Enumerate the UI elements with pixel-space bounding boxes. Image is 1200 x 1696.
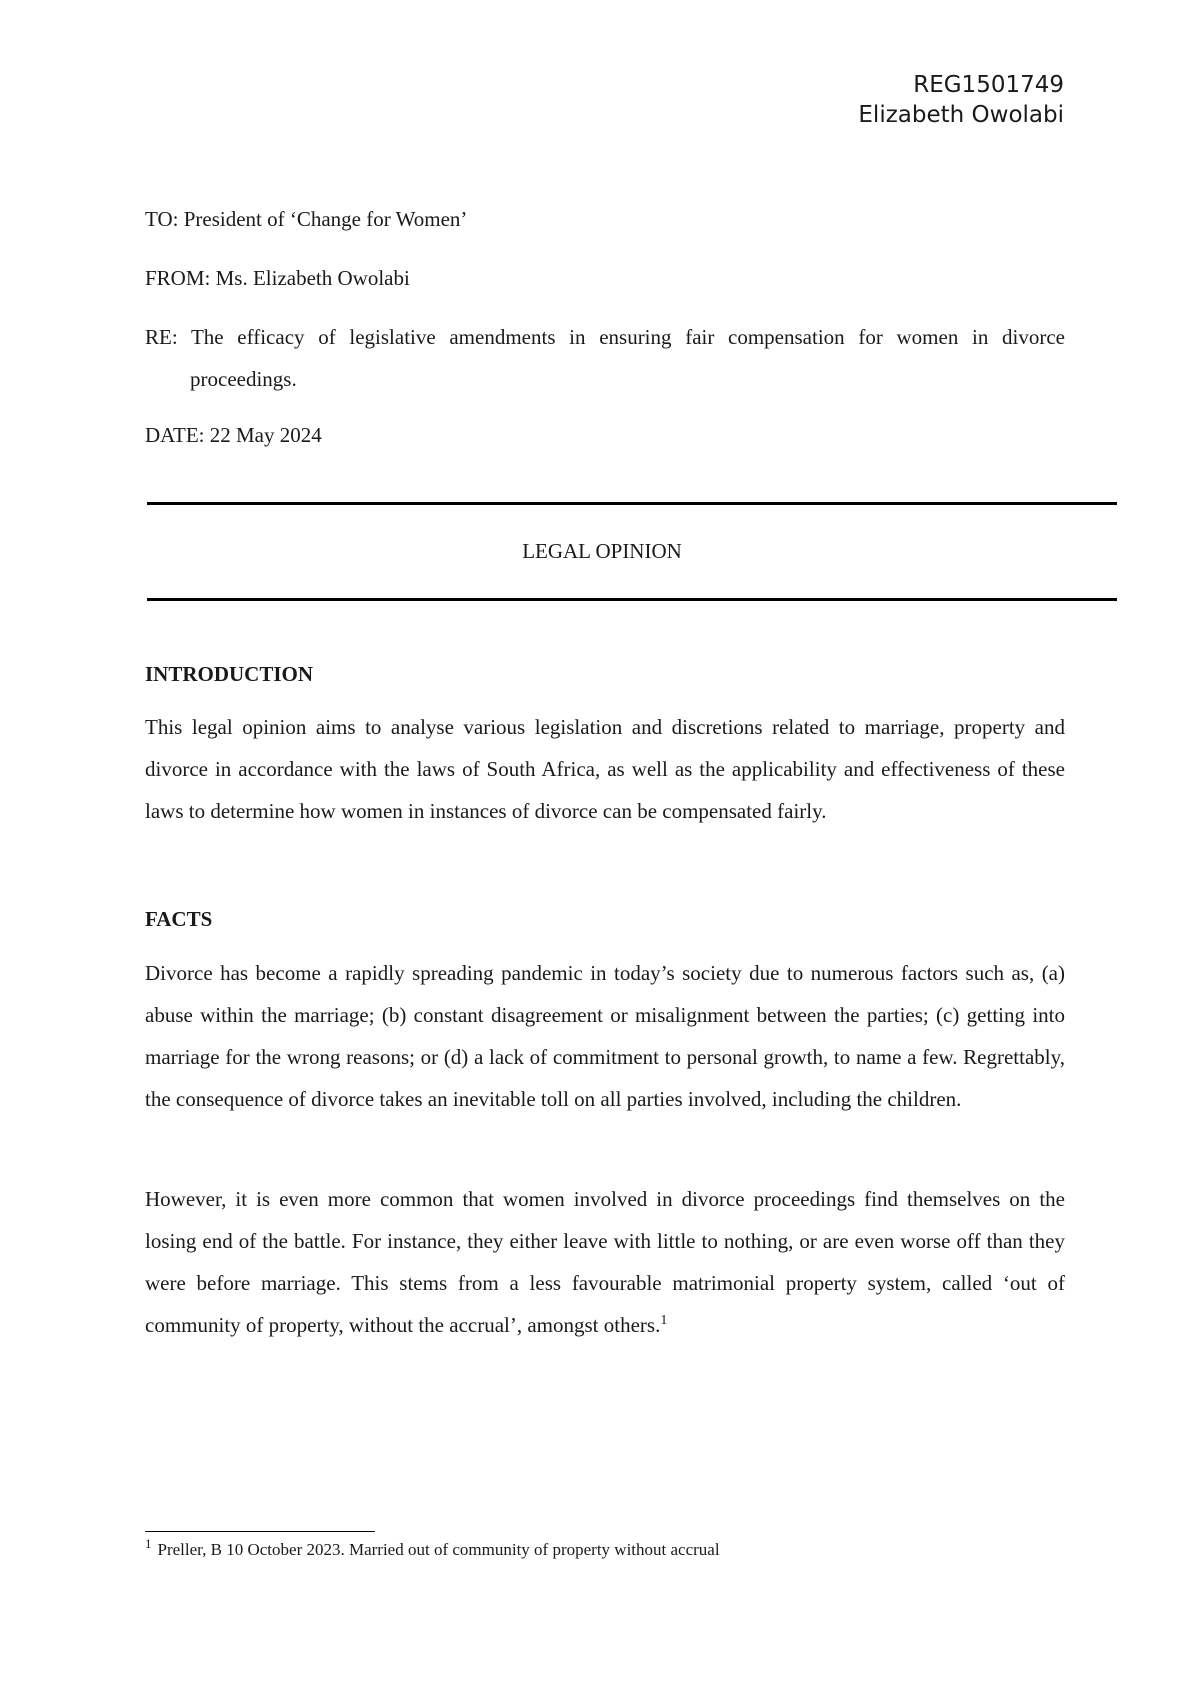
memo-to: TO: President of ‘Change for Women’ (145, 207, 468, 231)
top-divider (147, 502, 1117, 505)
facts-heading: FACTS (145, 907, 213, 931)
facts-paragraph-2-text: However, it is even more common that women involved in divorce proceedings find themselves on the losing end of the battle. For instance, they either leave with little to nothing, or are even worse off than they were before marriage. This stems from a less favourable matrimonial property system, called ‘out of community of property, without the accrual’, amongst others. (145, 1187, 1065, 1337)
memo-re: RE: The efficacy of legislative amendments in ensuring fair compensation for women in divorce proceedings. (145, 325, 1065, 391)
footnote-separator (145, 1531, 375, 1532)
facts-paragraph-1: Divorce has become a rapidly spreading pandemic in today’s society due to numerous factors such as, (a) abuse within the marriage; (b) constant disagreement or misalignment between the parties; (c) getting into marriage for the wrong reasons; or (d) a lack of commitment to personal growth, to name a few. Regrettably, the consequence of divorce takes an inevitable toll on all parties involved, including the children. (145, 961, 1065, 1111)
introduction-heading: INTRODUCTION (145, 662, 314, 686)
footnote-reference[interactable]: 1 (660, 1313, 668, 1328)
author-name: Elizabeth Owolabi (858, 102, 1064, 128)
registration-number: REG1501749 (913, 72, 1064, 98)
footnote-number: 1 (145, 1536, 152, 1552)
document-header (858, 70, 1064, 130)
introduction-paragraph: This legal opinion aims to analyse various legislation and discretions related to marriage, property and divorce in accordance with the laws of South Africa, as well as the applicability and effectiveness of these laws to determine how women in instances of divorce can be compensated fairly. (145, 715, 1065, 823)
footnote-text: Preller, B 10 October 2023. Married out of community of property without accrual (157, 1540, 720, 1559)
footnote (145, 1538, 720, 1562)
bottom-divider (147, 598, 1117, 601)
document-title: LEGAL OPINION (522, 539, 682, 563)
memo-from: FROM: Ms. Elizabeth Owolabi (145, 266, 410, 290)
facts-paragraph-2 (145, 1178, 1065, 1346)
memo-date: DATE: 22 May 2024 (145, 423, 322, 447)
